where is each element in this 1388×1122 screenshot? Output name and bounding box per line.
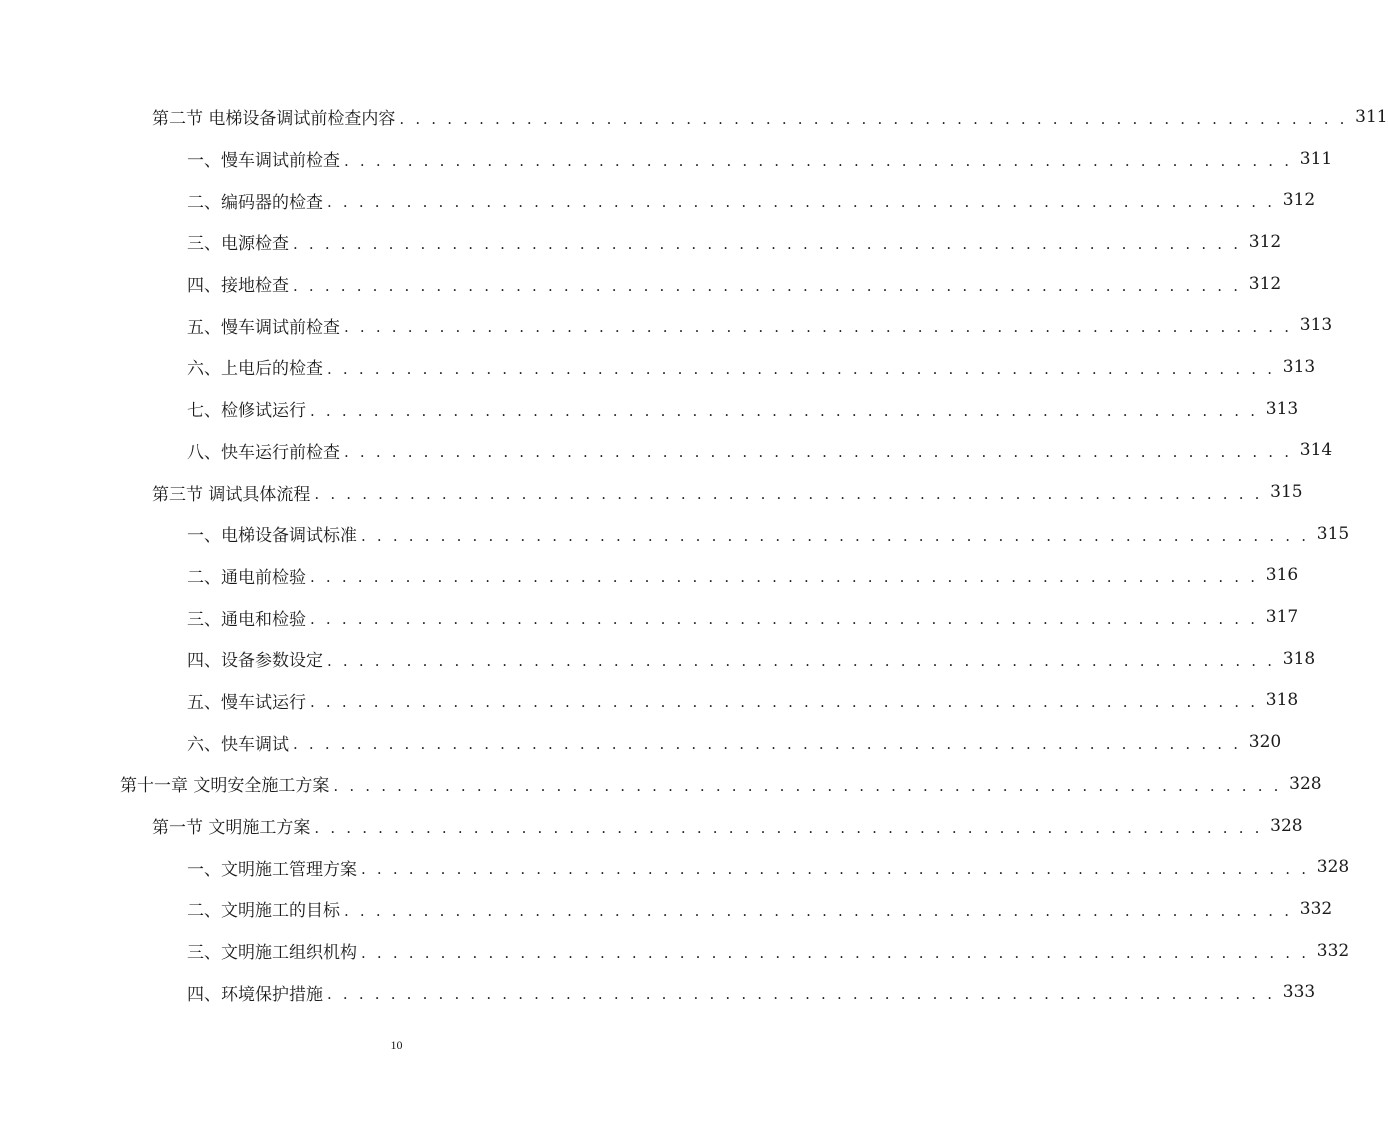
- toc-entry[interactable]: [0, 638, 1316, 680]
- toc-entry-page: 311: [1299, 148, 1333, 169]
- toc-dot-leader: . . . . . . . . . . . . . . . . . . . . . . . . . . . . . . . . . . . . . . . . . . . . . . . . . . . . . . . . . . . .: [310, 693, 1259, 712]
- toc-dot-leader: . . . . . . . . . . . . . . . . . . . . . . . . . . . . . . . . . . . . . . . . . . . . . . . . . . . . . . . . . . . .: [399, 109, 1348, 128]
- toc-dot-leader: . . . . . . . . . . . . . . . . . . . . . . . . . . . . . . . . . . . . . . . . . . . . . . . . . . . . . . . . . . . .: [327, 651, 1276, 670]
- toc-entry[interactable]: [0, 221, 1282, 263]
- toc-entry-title: 六、快车调试: [187, 734, 289, 755]
- toc-dot-leader: . . . . . . . . . . . . . . . . . . . . . . . . . . . . . . . . . . . . . . . . . . . . . . . . . . . . . . . . . . . .: [310, 568, 1259, 587]
- toc-entry-title: 五、慢车调试前检查: [187, 317, 340, 338]
- toc-entry-title: 六、上电后的检查: [187, 359, 323, 380]
- toc-entry[interactable]: [0, 805, 1303, 847]
- toc-entry[interactable]: [0, 971, 1316, 1013]
- toc-entry[interactable]: [0, 430, 1333, 472]
- toc-dot-leader: . . . . . . . . . . . . . . . . . . . . . . . . . . . . . . . . . . . . . . . . . . . . . . . . . . . . . . . . . . . .: [314, 818, 1263, 837]
- toc-entry[interactable]: [0, 96, 1388, 138]
- toc-entry-title: 一、文明施工管理方案: [187, 859, 357, 880]
- toc-entry-title: 一、慢车调试前检查: [187, 151, 340, 172]
- toc-dot-leader: . . . . . . . . . . . . . . . . . . . . . . . . . . . . . . . . . . . . . . . . . . . . . . . . . . . . . . . . . . . .: [327, 359, 1276, 378]
- toc-dot-leader: . . . . . . . . . . . . . . . . . . . . . . . . . . . . . . . . . . . . . . . . . . . . . . . . . . . . . . . . . . . .: [310, 401, 1259, 420]
- toc-entry-title: 七、检修试运行: [187, 401, 306, 422]
- toc-dot-leader: . . . . . . . . . . . . . . . . . . . . . . . . . . . . . . . . . . . . . . . . . . . . . . . . . . . . . . . . . . . .: [293, 276, 1242, 295]
- toc-entry-page: 318: [1265, 690, 1299, 711]
- toc-dot-leader: . . . . . . . . . . . . . . . . . . . . . . . . . . . . . . . . . . . . . . . . . . . . . . . . . . . . . . . . . . . .: [361, 943, 1310, 962]
- toc-entry[interactable]: [0, 555, 1299, 597]
- toc-entry[interactable]: [0, 680, 1299, 722]
- toc-dot-leader: . . . . . . . . . . . . . . . . . . . . . . . . . . . . . . . . . . . . . . . . . . . . . . . . . . . . . . . . . . . .: [314, 485, 1263, 504]
- toc-entry-page: 312: [1248, 231, 1282, 252]
- toc-entry-title: 二、文明施工的目标: [187, 901, 340, 922]
- toc-entry-title: 第一节 文明施工方案: [152, 818, 311, 839]
- toc-entry[interactable]: [0, 346, 1316, 388]
- toc-entry-title: 三、文明施工组织机构: [187, 943, 357, 964]
- toc-entry[interactable]: [0, 263, 1282, 305]
- toc-entry[interactable]: [0, 513, 1350, 555]
- toc-entry-page: 332: [1299, 898, 1333, 919]
- toc-entry-page: 328: [1316, 857, 1350, 878]
- toc-entry-title: 三、通电和检验: [187, 609, 306, 630]
- toc-entry-title: 第三节 调试具体流程: [152, 484, 311, 505]
- toc-entry-page: 328: [1270, 815, 1303, 836]
- toc-entry-page: 312: [1282, 190, 1316, 211]
- toc-entry-title: 二、编码器的检查: [187, 192, 323, 213]
- toc-entry-page: 317: [1265, 607, 1299, 628]
- toc-entry[interactable]: [0, 388, 1299, 430]
- toc-entry-page: 315: [1316, 523, 1350, 544]
- table-of-contents: [0, 96, 1388, 1013]
- toc-entry[interactable]: [0, 721, 1282, 763]
- toc-dot-leader: . . . . . . . . . . . . . . . . . . . . . . . . . . . . . . . . . . . . . . . . . . . . . . . . . . . . . . . . . . . .: [310, 610, 1259, 629]
- toc-entry-page: 313: [1282, 356, 1316, 377]
- toc-dot-leader: . . . . . . . . . . . . . . . . . . . . . . . . . . . . . . . . . . . . . . . . . . . . . . . . . . . . . . . . . . . .: [361, 860, 1310, 879]
- toc-entry-page: 312: [1248, 273, 1282, 294]
- toc-dot-leader: . . . . . . . . . . . . . . . . . . . . . . . . . . . . . . . . . . . . . . . . . . . . . . . . . . . . . . . . . . . .: [344, 318, 1293, 337]
- toc-entry-page: 318: [1282, 648, 1316, 669]
- toc-dot-leader: . . . . . . . . . . . . . . . . . . . . . . . . . . . . . . . . . . . . . . . . . . . . . . . . . . . . . . . . . . . .: [293, 735, 1242, 754]
- toc-dot-leader: . . . . . . . . . . . . . . . . . . . . . . . . . . . . . . . . . . . . . . . . . . . . . . . . . . . . . . . . . . . .: [344, 151, 1293, 170]
- toc-entry-title: 第十一章 文明安全施工方案: [120, 776, 330, 797]
- toc-entry-page: 313: [1265, 398, 1299, 419]
- toc-dot-leader: . . . . . . . . . . . . . . . . . . . . . . . . . . . . . . . . . . . . . . . . . . . . . . . . . . . . . . . . . . . .: [361, 526, 1310, 545]
- toc-entry-page: 328: [1289, 773, 1322, 794]
- toc-dot-leader: . . . . . . . . . . . . . . . . . . . . . . . . . . . . . . . . . . . . . . . . . . . . . . . . . . . . . . . . . . . .: [293, 234, 1242, 253]
- toc-entry-page: 320: [1248, 732, 1282, 753]
- toc-entry[interactable]: [0, 888, 1333, 930]
- toc-entry-page: 333: [1282, 982, 1316, 1003]
- toc-entry-page: 332: [1316, 940, 1350, 961]
- toc-entry[interactable]: [0, 471, 1303, 513]
- toc-entry-page: 314: [1299, 440, 1333, 461]
- toc-entry-title: 四、设备参数设定: [187, 651, 323, 672]
- toc-entry[interactable]: [0, 138, 1333, 180]
- toc-dot-leader: . . . . . . . . . . . . . . . . . . . . . . . . . . . . . . . . . . . . . . . . . . . . . . . . . . . . . . . . . . . .: [327, 193, 1276, 212]
- toc-dot-leader: . . . . . . . . . . . . . . . . . . . . . . . . . . . . . . . . . . . . . . . . . . . . . . . . . . . . . . . . . . . .: [344, 443, 1293, 462]
- toc-entry-title: 三、电源检查: [187, 234, 289, 255]
- toc-entry-page: 315: [1270, 482, 1303, 503]
- toc-entry-title: 八、快车运行前检查: [187, 442, 340, 463]
- toc-entry-page: 311: [1355, 106, 1388, 127]
- toc-entry-title: 第二节 电梯设备调试前检查内容: [152, 109, 396, 130]
- page-number: 10: [390, 1038, 403, 1052]
- toc-entry-title: 四、环境保护措施: [187, 984, 323, 1005]
- toc-entry-page: 313: [1299, 315, 1333, 336]
- toc-entry-title: 二、通电前检验: [187, 567, 306, 588]
- toc-entry[interactable]: [0, 930, 1350, 972]
- toc-entry-title: 一、电梯设备调试标准: [187, 526, 357, 547]
- toc-entry[interactable]: [0, 596, 1299, 638]
- toc-dot-leader: . . . . . . . . . . . . . . . . . . . . . . . . . . . . . . . . . . . . . . . . . . . . . . . . . . . . . . . . . . . .: [327, 985, 1276, 1004]
- toc-entry[interactable]: [0, 179, 1316, 221]
- toc-dot-leader: . . . . . . . . . . . . . . . . . . . . . . . . . . . . . . . . . . . . . . . . . . . . . . . . . . . . . . . . . . . .: [344, 901, 1293, 920]
- toc-entry-page: 316: [1265, 565, 1299, 586]
- toc-entry-title: 五、慢车试运行: [187, 692, 306, 713]
- toc-dot-leader: . . . . . . . . . . . . . . . . . . . . . . . . . . . . . . . . . . . . . . . . . . . . . . . . . . . . . . . . . . . .: [333, 776, 1282, 795]
- toc-entry[interactable]: [0, 304, 1333, 346]
- toc-entry[interactable]: [0, 846, 1350, 888]
- toc-entry[interactable]: [0, 763, 1322, 805]
- toc-entry-title: 四、接地检查: [187, 276, 289, 297]
